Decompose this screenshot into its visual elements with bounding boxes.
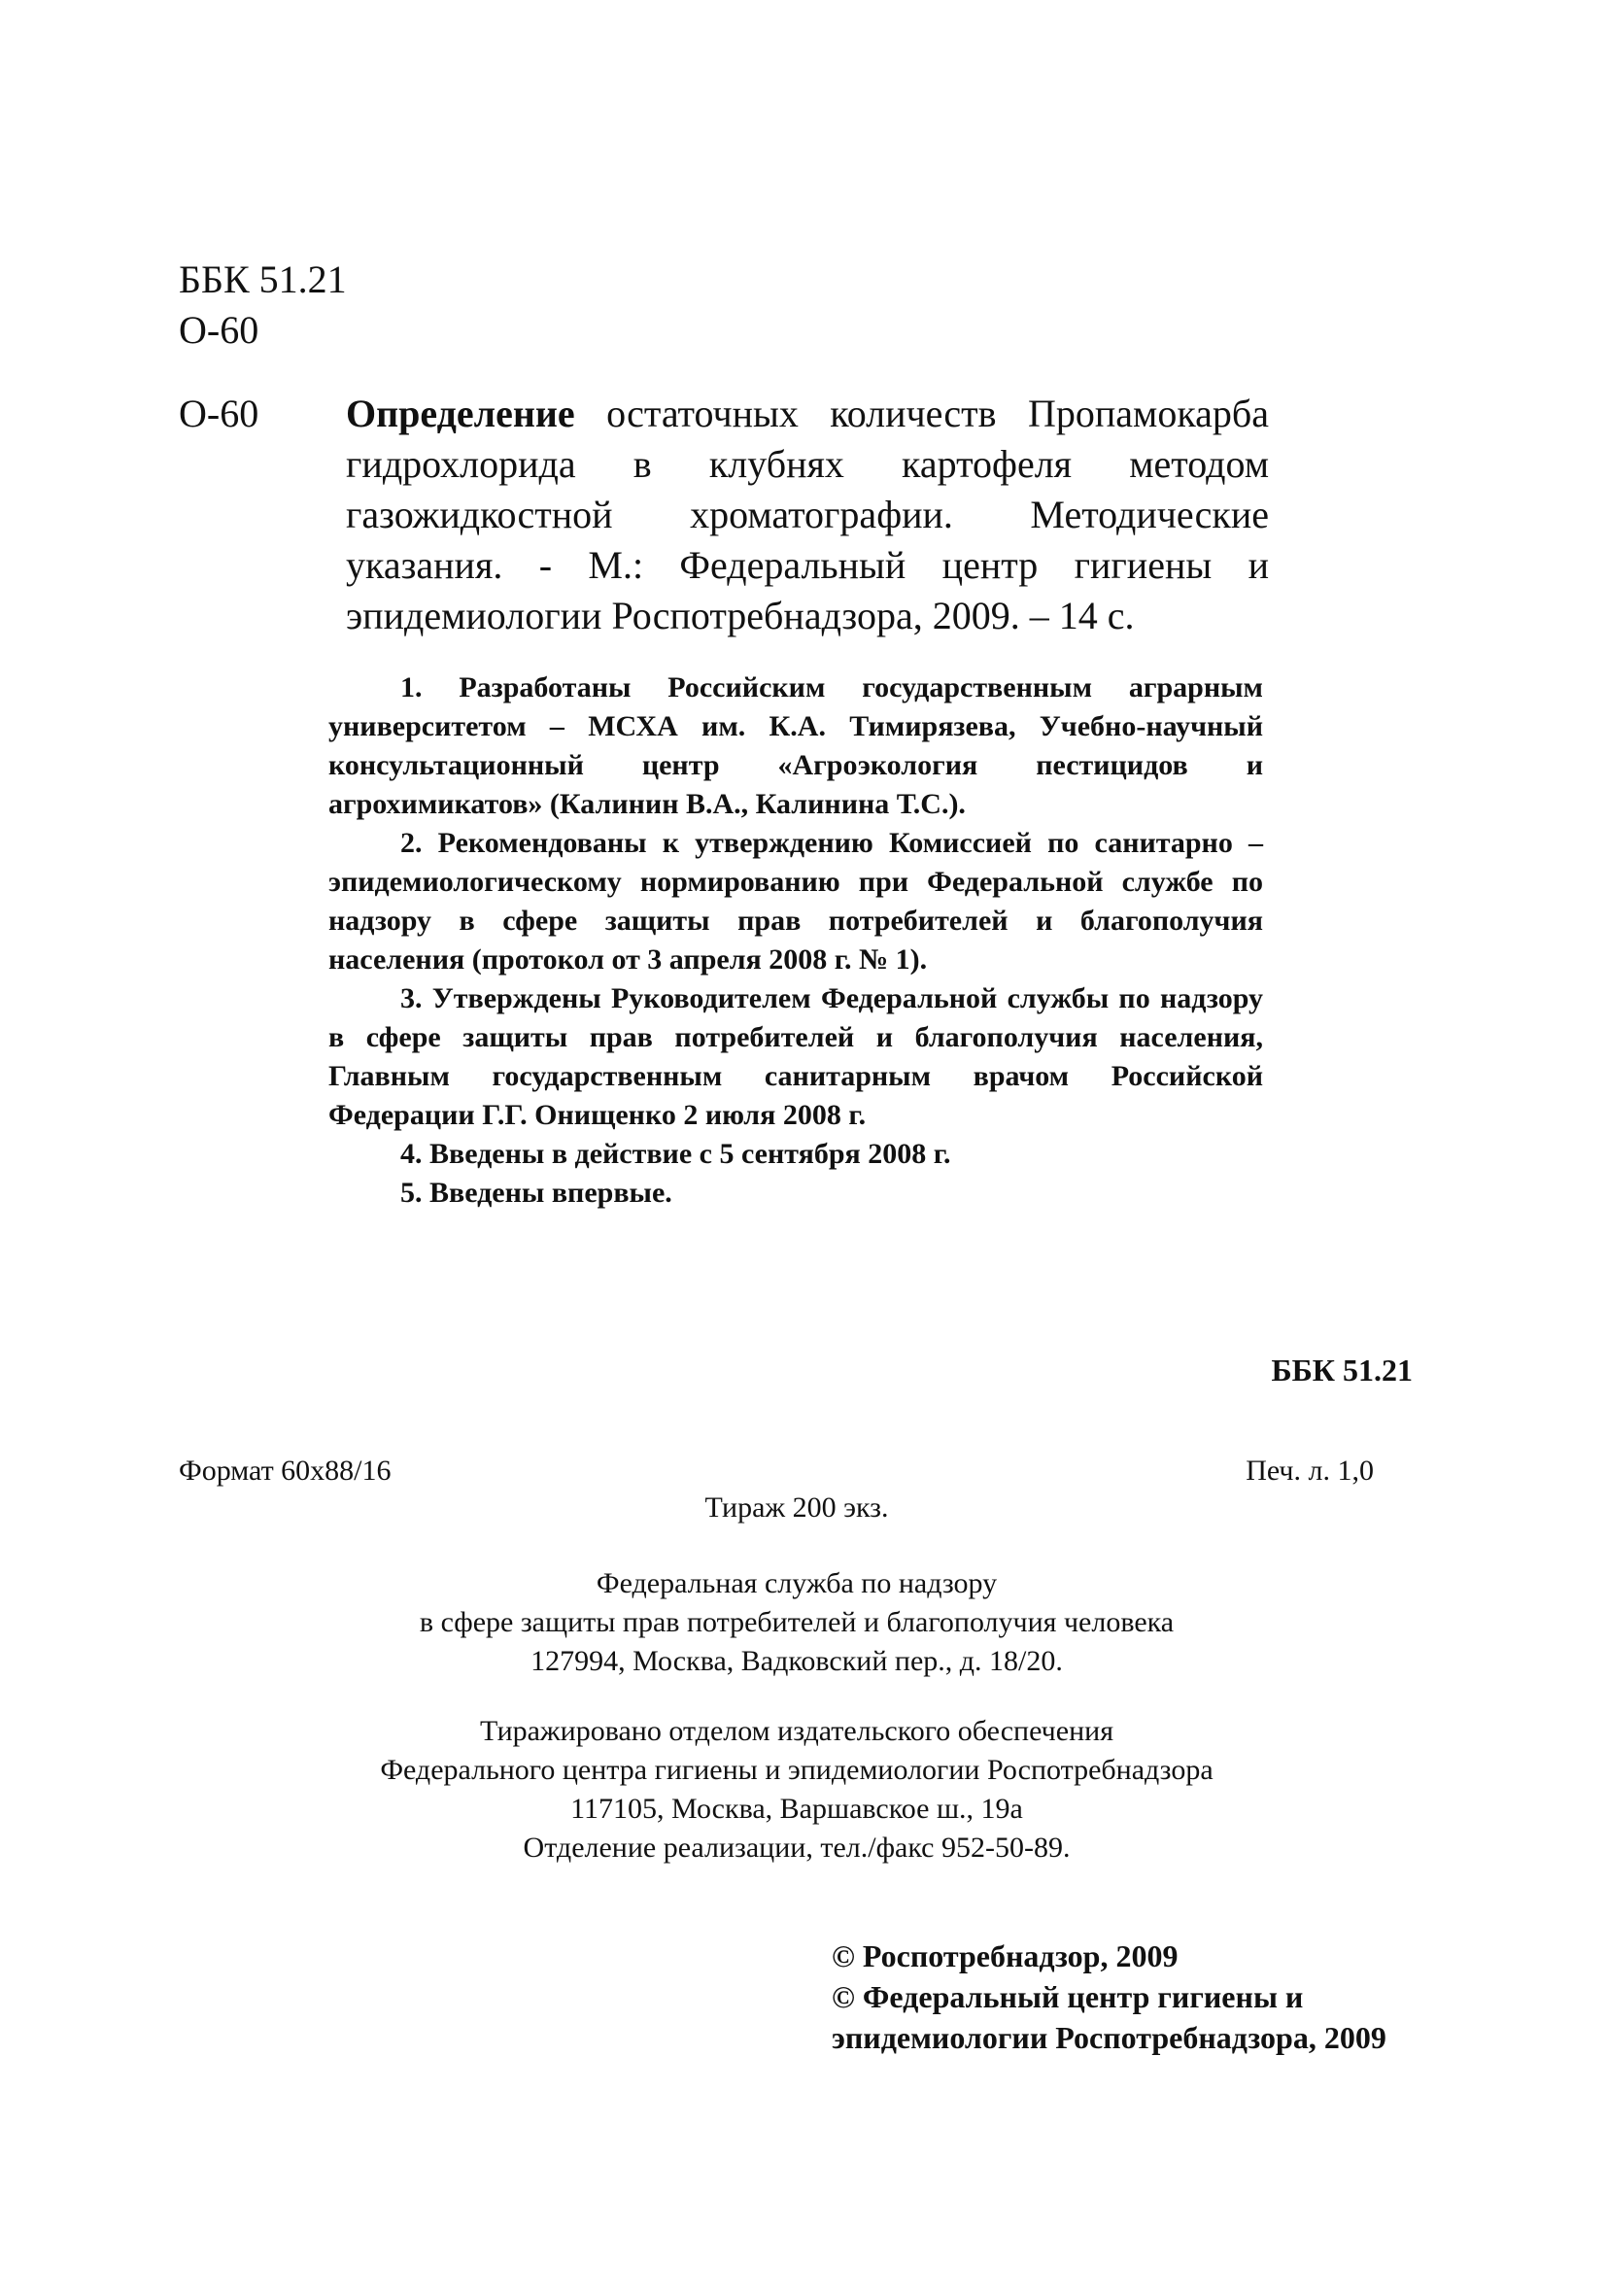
publisher-block — [179, 1564, 1415, 1681]
printer-line: Федерального центра гигиены и эпидемиологии Роспотребнадзора — [380, 1754, 1214, 1786]
entry-details: остаточных количеств Пропамокарба гидрохлорида в клубнях картофеля методом газожидкостной хроматографии. Методические указания. - М.: Федеральный центр гигиены и эпидемиологии Роспотребнадзора, 2009. – 14 с. — [346, 392, 1269, 637]
copyright-line: © Роспотребнадзор, 2009 — [832, 1938, 1179, 1973]
print-format: Формат 60x88/16 — [179, 1455, 392, 1487]
notes-list — [328, 668, 1263, 1213]
entry-author-mark: О-60 — [179, 392, 259, 435]
author-mark: О-60 — [179, 308, 259, 352]
note-item: 3. Утверждены Руководителем Федеральной службы по надзору в сфере защиты прав потребителей и благополучия населения, Главным государственным санитарным врачом Российской Федерации Г.Г. Онищенко 2 июля 2008 г. — [328, 982, 1263, 1131]
publisher-line: в сфере защиты прав потребителей и благополучия человека — [419, 1606, 1175, 1638]
note-item: 1. Разработаны Российским государственным аграрным университетом – МСХА им. К.А. Тимирязева, Учебно-научный консультационный центр «Агроэкология пестицидов и агрохимикатов» (Калинин В.А., Калинина Т.С.). — [328, 671, 1263, 820]
entry-description — [346, 389, 1269, 641]
bbk-code: ББК 51.21 — [179, 257, 347, 301]
bbk-header — [179, 255, 347, 356]
bbk-footer-code: ББК 51.21 — [1271, 1353, 1413, 1388]
printer-address: 117105, Москва, Варшавское ш., 19а — [570, 1793, 1023, 1825]
note-item: 5. Введены впервые. — [400, 1177, 672, 1209]
copyright-block — [832, 1936, 1386, 2058]
printer-line: Тиражировано отделом издательского обеспечения — [479, 1715, 1113, 1747]
copyright-line: эпидемиологии Роспотребнадзора, 2009 — [832, 2020, 1386, 2055]
copyright-line: © Федеральный центр гигиены и — [832, 1979, 1304, 2014]
note-item: 2. Рекомендованы к утверждению Комиссией по санитарно – эпидемиологическому нормированию при Федеральной службе по надзору в сфере защиты прав потребителей и благополучия населения (протокол от 3 апреля 2008 г. № 1). — [328, 827, 1263, 976]
publisher-address: 127994, Москва, Вадковский пер., д. 18/20. — [530, 1645, 1063, 1677]
printed-sheets: Печ. л. 1,0 — [1246, 1455, 1374, 1487]
printer-contact: Отделение реализации, тел./факс 952-50-89. — [523, 1832, 1071, 1864]
print-run: Тираж 200 экз. — [704, 1491, 889, 1524]
entry-title: Определение — [346, 392, 575, 435]
note-item: 4. Введены в действие с 5 сентября 2008 г. — [400, 1138, 951, 1170]
printer-block — [179, 1712, 1415, 1868]
publisher-line: Федеральная служба по надзору — [596, 1567, 998, 1599]
